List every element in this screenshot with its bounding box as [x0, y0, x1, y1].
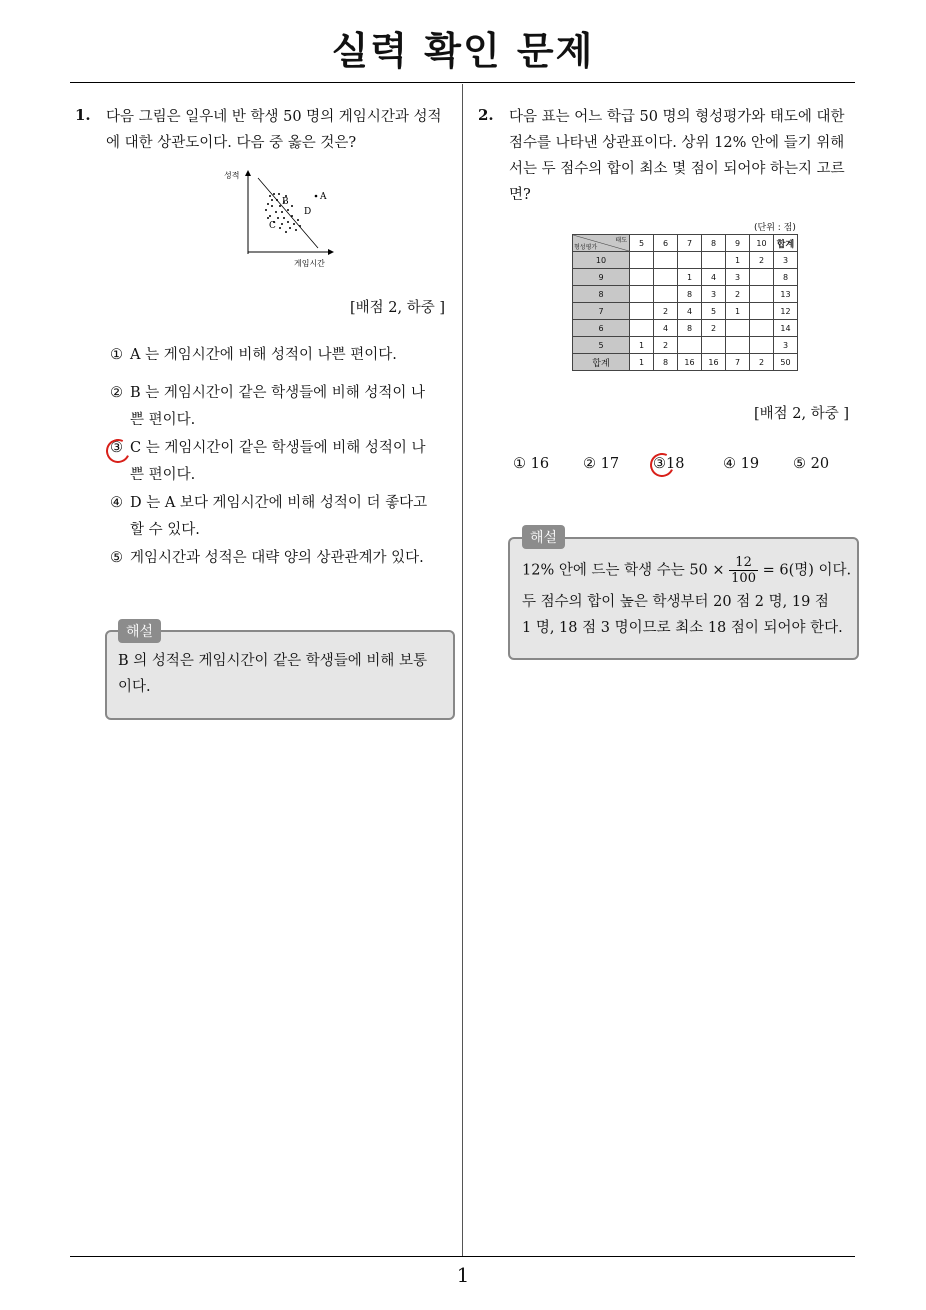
stem-line: 다음 표는 어느 학급 50 명의 형성평가와 태도에 대한	[509, 109, 845, 125]
point-A-dot	[315, 195, 318, 198]
y-axis-label: 성적	[224, 171, 240, 180]
row-header: 6	[573, 320, 630, 337]
solution-line: 이다.	[118, 679, 151, 695]
solution-line-end: = 6(명) 이다.	[762, 562, 852, 579]
table-row: 5 1 2 3	[573, 337, 798, 354]
choice-1[interactable]	[513, 456, 549, 472]
choice-5[interactable]	[110, 545, 455, 572]
question-number: 2.	[478, 106, 494, 124]
choice-text: B 는 게임시간이 같은 학생들에 비해 성적이 나	[130, 385, 426, 401]
stem-line: 에 대한 상관도이다. 다음 중 옳은 것은?	[106, 135, 357, 151]
choice-text: 쁜 편이다.	[130, 412, 196, 428]
selected-answer-mark	[647, 450, 678, 481]
point-label-D: D	[304, 207, 312, 217]
corner-top-label: 태도	[615, 237, 627, 244]
solution-tag: 해설	[118, 619, 161, 643]
choice-text: 19	[740, 456, 760, 472]
choice-2[interactable]	[110, 380, 455, 434]
choice-text: 16	[530, 456, 550, 472]
choice-text: 게임시간과 성적은 대략 양의 상관관계가 있다.	[130, 550, 424, 566]
table-row: 7 2 4 5 1 12	[573, 303, 798, 320]
table-corner	[573, 235, 630, 252]
x-axis-arrow	[328, 249, 334, 255]
column-header: 8	[702, 235, 726, 252]
stem-line: 서는 두 점수의 합이 최소 몇 점이 되어야 하는지 고르	[509, 161, 845, 177]
row-header: 합계	[573, 354, 630, 371]
table-row: 8 8 3 2 13	[573, 286, 798, 303]
choice-text: 쁜 편이다.	[130, 467, 196, 483]
row-header: 7	[573, 303, 630, 320]
column-divider	[462, 84, 463, 1256]
choice-1[interactable]	[110, 342, 455, 369]
page-number: 1	[456, 1263, 470, 1287]
scatter-diagram	[222, 166, 340, 270]
choice-text: 20	[810, 456, 830, 472]
choice-mark: ⑤	[110, 550, 123, 566]
correlation-table	[572, 234, 798, 371]
x-axis-label: 게임시간	[294, 259, 325, 268]
y-axis-arrow	[245, 170, 251, 176]
table-total-row: 합계 1 8 16 16 7 2 50	[573, 354, 798, 371]
stem-line: 다음 그림은 일우네 반 학생 50 명의 게임시간과 성적	[106, 109, 442, 125]
score-info: [배점 2, 하중 ]	[754, 406, 850, 422]
choice-mark: ④	[110, 495, 123, 511]
solution-line	[522, 555, 854, 589]
column-header: 5	[630, 235, 654, 252]
choice-text: D 는 A 보다 게임시간에 비해 성적이 더 좋다고	[130, 495, 428, 511]
column-header: 7	[678, 235, 702, 252]
column-header: 합계	[774, 235, 798, 252]
choice-mark: ①	[513, 456, 526, 472]
question-stem	[509, 104, 859, 208]
row-header: 5	[573, 337, 630, 354]
point-label-B: B	[282, 197, 289, 207]
fraction-numerator: 12	[729, 555, 758, 571]
solution-text	[522, 555, 854, 641]
choice-mark: ④	[723, 456, 736, 472]
choice-3[interactable]	[110, 435, 455, 489]
choice-4[interactable]	[723, 456, 759, 472]
table-row: 6 4 8 2 14	[573, 320, 798, 337]
solution-line: 1 명, 18 점 3 명이므로 최소 18 점이 되어야 한다.	[522, 620, 843, 636]
column-header: 9	[726, 235, 750, 252]
stem-line: 점수를 나타낸 상관표이다. 상위 12% 안에 들기 위해	[509, 135, 845, 151]
choice-text: A 는 게임시간에 비해 성적이 나쁜 편이다.	[130, 347, 397, 363]
choice-mark: ⑤	[793, 456, 806, 472]
row-header: 8	[573, 286, 630, 303]
choice-text: 할 수 있다.	[130, 522, 200, 538]
choice-text: 17	[600, 456, 620, 472]
choice-text: 18	[666, 456, 685, 472]
solution-tag: 해설	[522, 525, 565, 549]
solution-line-start: 12% 안에 드는 학생 수는 50 ×	[522, 562, 725, 579]
choice-5[interactable]	[793, 456, 829, 472]
corner-bottom-label: 형성평가	[574, 244, 598, 251]
solution-line: B 의 성적은 게임시간이 같은 학생들에 비해 보통	[118, 653, 428, 669]
table-unit: (단위 : 점)	[754, 223, 796, 233]
table-row: 9 1 4 3 8	[573, 269, 798, 286]
point-label-A: A	[320, 192, 327, 202]
choice-mark: ③	[110, 440, 123, 456]
choice-2[interactable]	[583, 456, 619, 472]
table-row: 10 1 2 3	[573, 252, 798, 269]
fraction	[729, 555, 758, 586]
footer-divider	[70, 1256, 855, 1257]
choice-4[interactable]	[110, 490, 455, 544]
stem-line: 면?	[509, 187, 531, 203]
column-header: 10	[750, 235, 774, 252]
solution-text	[118, 648, 448, 700]
question-stem	[106, 104, 456, 156]
choice-mark: ②	[110, 385, 123, 401]
table-header-row	[573, 235, 798, 252]
page-title: 실력 확인 문제	[331, 29, 595, 73]
row-header: 9	[573, 269, 630, 286]
question-number: 1.	[75, 106, 91, 124]
choice-mark: ①	[110, 347, 123, 363]
choice-text: C 는 게임시간이 같은 학생들에 비해 성적이 나	[130, 440, 426, 456]
score-info: [배점 2, 하중 ]	[350, 300, 446, 316]
title-divider	[70, 82, 855, 83]
row-header: 10	[573, 252, 630, 269]
point-label-C: C	[269, 221, 276, 231]
choice-mark: ②	[583, 456, 596, 472]
fraction-denominator: 100	[731, 571, 756, 586]
column-header: 6	[654, 235, 678, 252]
choice-mark: ③	[653, 456, 666, 472]
solution-line: 두 점수의 합이 높은 학생부터 20 점 2 명, 19 점	[522, 594, 829, 610]
